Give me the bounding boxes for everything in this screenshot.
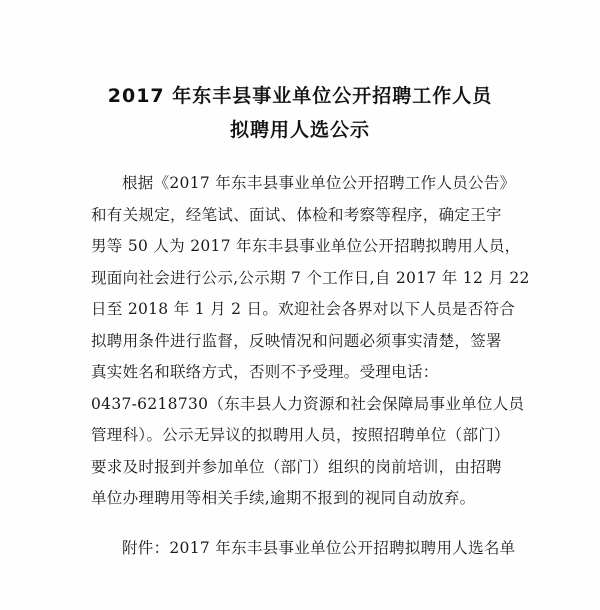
document-title-line-2: 拟聘用人选公示 [229,119,370,141]
body-line: 根据《2017 年东丰县事业单位公开招聘工作人员公告》 [122,174,516,192]
attachment-note: 附件：2017 年东丰县事业单位公开招聘拟聘用人选名单 [122,539,516,557]
body-line: 0437-6218730（东丰县人力资源和社会保障局事业单位人员 [91,394,525,413]
body-line: 拟聘用条件进行监督，反映情况和问题必须事实清楚，签署 [91,331,502,350]
notice-body-paragraph [91,168,531,515]
body-line: 日至 2018 年 1 月 2 日。欢迎社会各界对以下人员是否符合 [91,300,516,318]
body-line: 要求及时报到并参加单位（部门）组织的岗前培训，由招聘 [91,457,502,476]
document-title-line-1: 2017 年东丰县事业单位公开招聘工作人员 [107,85,493,107]
body-line: 男等 50 人为 2017 年东丰县事业单位公开招聘拟聘用人员， [91,237,521,255]
body-line: 现面向社会进行公示,公示期 7 个工作日,自 2017 年 12 月 22 [91,268,530,287]
body-line: 和有关规定，经笔试、面试、体检和考察等程序，确定王宇 [91,205,502,224]
body-line: 单位办理聘用等相关手续,逾期不报到的视同自动放弃。 [91,489,476,507]
body-line: 管理科）。公示无异议的拟聘用人员，按照招聘单位（部门） [91,426,510,444]
body-line: 真实姓名和联络方式，否则不予受理。受理电话： [91,363,439,381]
